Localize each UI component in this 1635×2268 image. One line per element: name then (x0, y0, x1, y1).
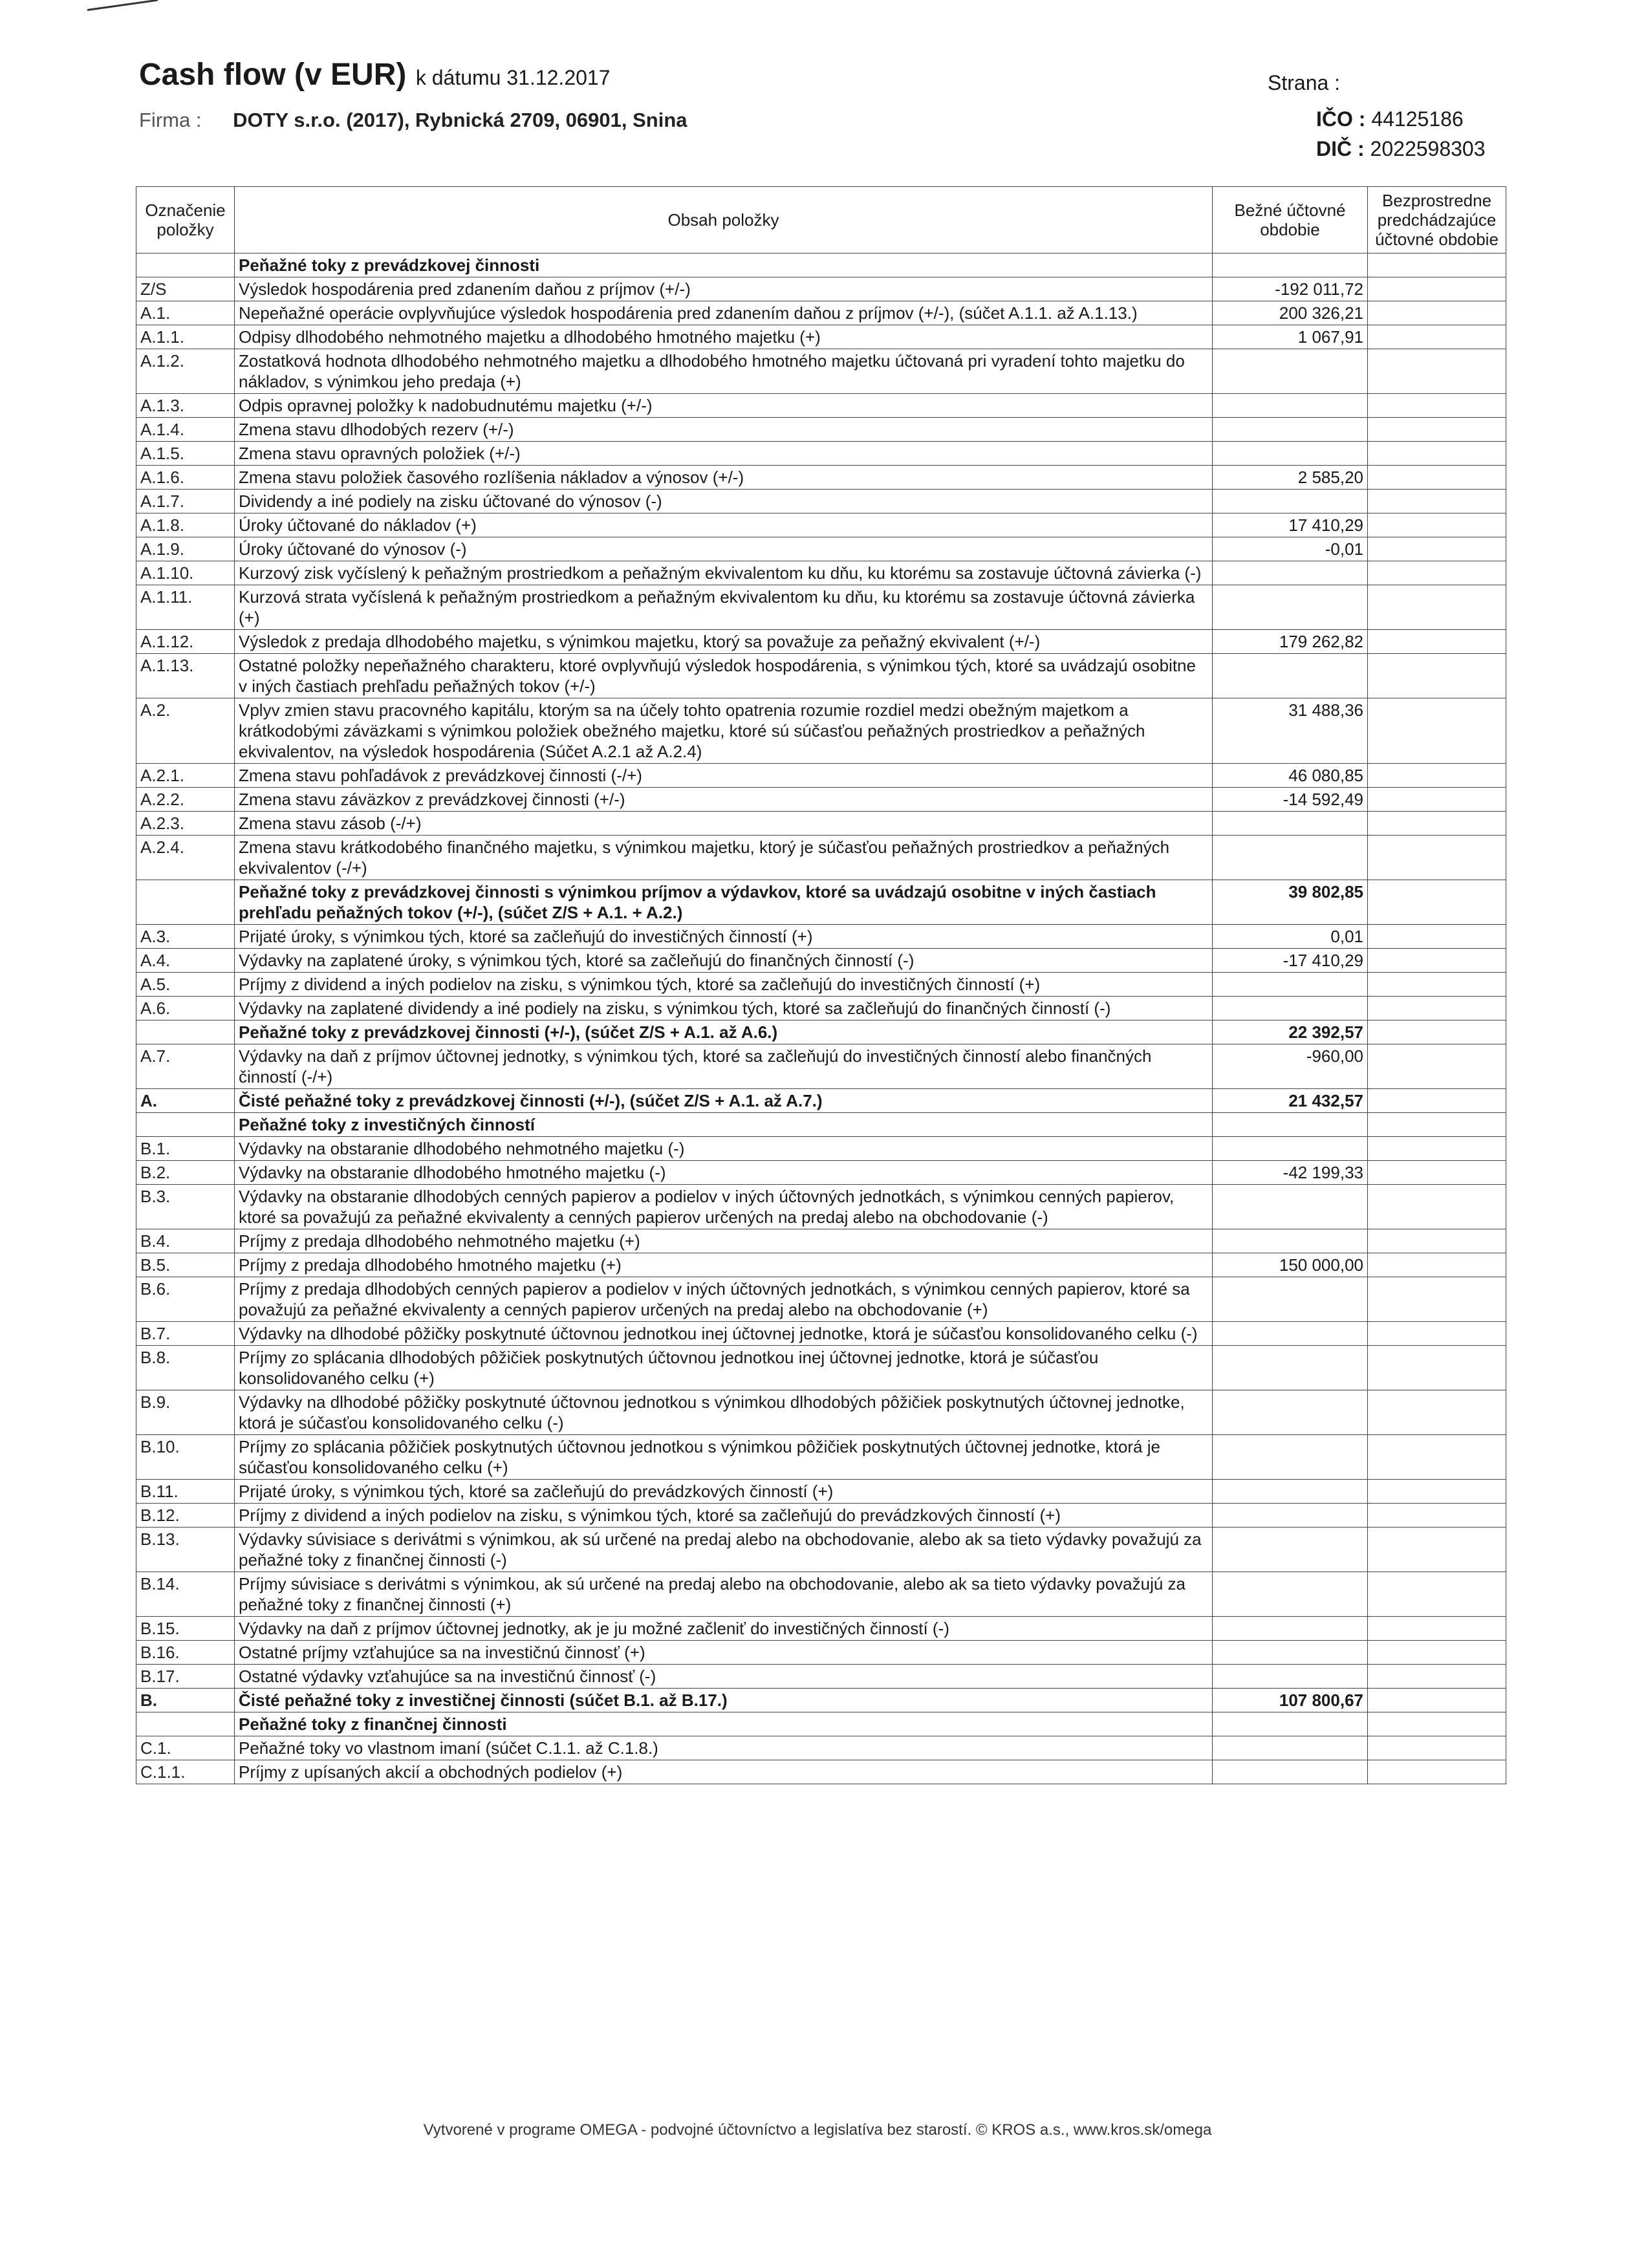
row-current-value: 22 392,57 (1213, 1021, 1368, 1044)
row-previous-value (1368, 277, 1506, 301)
decorative-stroke (87, 0, 158, 11)
row-previous-value (1368, 1185, 1506, 1229)
row-code: A.1.5. (136, 442, 235, 466)
row-current-value (1213, 349, 1368, 394)
row-text: Výdavky na daň z príjmov účtovnej jednotky, ak je ju možné začleniť do investičných činností (-) (235, 1617, 1213, 1641)
row-text: Nepeňažné operácie ovplyvňujúce výsledok hospodárenia pred zdanením daňou z príjmov (+/-), (súčet A.1.1. až A.1.13.) (235, 301, 1213, 325)
row-code: B.3. (136, 1185, 235, 1229)
table-row (136, 764, 1506, 788)
row-code: C.1.1. (136, 1760, 235, 1784)
table-row (136, 394, 1506, 418)
row-text: Výdavky na zaplatené úroky, s výnimkou tých, ktoré sa začleňujú do finančných činností (-) (235, 949, 1213, 973)
table-row (136, 349, 1506, 394)
row-previous-value (1368, 561, 1506, 585)
row-current-value (1213, 1528, 1368, 1572)
table-row (136, 418, 1506, 442)
row-current-value (1213, 1712, 1368, 1736)
row-previous-value (1368, 1322, 1506, 1346)
row-current-value (1213, 1185, 1368, 1229)
row-current-value (1213, 490, 1368, 513)
row-text: Výdavky na dlhodobé pôžičky poskytnuté účtovnou jednotkou inej účtovnej jednotke, ktorá je súčasťou konsolidovaného celku (-) (235, 1322, 1213, 1346)
row-text: Kurzová strata vyčíslená k peňažným prostriedkom a peňažným ekvivalentom ku dňu, ku ktorému sa zostavuje účtovná závierka (+) (235, 585, 1213, 630)
table-row (136, 585, 1506, 630)
row-text: Úroky účtované do nákladov (+) (235, 513, 1213, 537)
table-row (136, 1689, 1506, 1712)
row-current-value: 39 802,85 (1213, 880, 1368, 925)
row-current-value (1213, 1229, 1368, 1253)
table-row (136, 1665, 1506, 1689)
row-code (136, 1113, 235, 1137)
ico-value: 44125186 (1371, 107, 1464, 131)
table-row (136, 1185, 1506, 1229)
table-row (136, 1113, 1506, 1137)
row-text: Príjmy z upísaných akcií a obchodných podielov (+) (235, 1760, 1213, 1784)
row-previous-value (1368, 490, 1506, 513)
row-code: A.2.2. (136, 788, 235, 812)
row-code: B.5. (136, 1253, 235, 1277)
table-row (136, 513, 1506, 537)
row-code: B.2. (136, 1161, 235, 1185)
dic-label: DIČ : (1316, 137, 1365, 160)
table-row (136, 1760, 1506, 1784)
company-value: DOTY s.r.o. (2017), Rybnická 2709, 06901, Snina (233, 109, 688, 131)
row-text: Kurzový zisk vyčíslený k peňažným prostriedkom a peňažným ekvivalentom ku dňu, ku ktorému sa zostavuje účtovná závierka (-) (235, 561, 1213, 585)
row-text: Výdavky súvisiace s derivátmi s výnimkou, ak sú určené na predaj alebo na obchodovanie, alebo ak sa tieto výdavky považujú za peňažné toky z finančnej činnosti (-) (235, 1528, 1213, 1572)
row-text: Ostatné výdavky vzťahujúce sa na investičnú činnosť (-) (235, 1665, 1213, 1689)
row-code: B.6. (136, 1277, 235, 1322)
table-row (136, 1044, 1506, 1089)
table-row (136, 301, 1506, 325)
page-number-label: Strana : (1268, 71, 1341, 94)
row-previous-value (1368, 1390, 1506, 1435)
row-text: Odpis opravnej položky k nadobudnutému majetku (+/-) (235, 394, 1213, 418)
table-row (136, 1641, 1506, 1665)
row-text: Zmena stavu dlhodobých rezerv (+/-) (235, 418, 1213, 442)
row-previous-value (1368, 949, 1506, 973)
row-previous-value (1368, 513, 1506, 537)
row-text: Výdavky na obstaranie dlhodobého hmotného majetku (-) (235, 1161, 1213, 1185)
table-row (136, 630, 1506, 654)
table-row (136, 537, 1506, 561)
row-code: C.1. (136, 1736, 235, 1760)
row-text: Príjmy z predaja dlhodobých cenných papierov a podielov v iných účtovných jednotkách, s výnimkou cenných papierov, ktoré sa považujú za peňažné ekvivalenty a cenných papierov určených na predaj alebo na obchodovanie (+) (235, 1277, 1213, 1322)
row-current-value (1213, 1665, 1368, 1689)
ico-label: IČO : (1316, 107, 1366, 131)
row-code: A.7. (136, 1044, 235, 1089)
table-row (136, 698, 1506, 764)
row-code: A.6. (136, 997, 235, 1021)
row-text: Prijaté úroky, s výnimkou tých, ktoré sa začleňujú do prevádzkových činností (+) (235, 1480, 1213, 1504)
table-row (136, 1528, 1506, 1572)
row-text: Zmena stavu záväzkov z prevádzkovej činnosti (+/-) (235, 788, 1213, 812)
dic-line (1316, 137, 1486, 161)
row-current-value: -960,00 (1213, 1044, 1368, 1089)
row-text: Dividendy a iné podiely na zisku účtované do výnosov (-) (235, 490, 1213, 513)
row-current-value (1213, 1572, 1368, 1617)
row-text: Výdavky na obstaranie dlhodobých cenných papierov a podielov v iných účtovných jednotkách, s výnimkou cenných papierov, ktoré sa považujú za peňažné ekvivalenty a cenných papierov určených na predaj alebo na obchodovanie (-) (235, 1185, 1213, 1229)
page-title (139, 57, 611, 92)
row-current-value: 1 067,91 (1213, 325, 1368, 349)
row-text: Výsledok z predaja dlhodobého majetku, s výnimkou majetku, ktorý sa považuje za peňažný ekvivalent (+/-) (235, 630, 1213, 654)
row-code: A.1.13. (136, 654, 235, 698)
header-code: Označenie položky (136, 187, 235, 254)
row-current-value (1213, 812, 1368, 836)
header-previous-period: Bezprostredne predchádzajúce účtovné obdobie (1368, 187, 1506, 254)
table-row (136, 1712, 1506, 1736)
row-code: B.11. (136, 1480, 235, 1504)
row-previous-value (1368, 1641, 1506, 1665)
row-current-value (1213, 654, 1368, 698)
company-label: Firma : (139, 109, 202, 131)
table-row (136, 490, 1506, 513)
row-current-value (1213, 973, 1368, 997)
table-row (136, 654, 1506, 698)
row-code: A.2.4. (136, 836, 235, 880)
row-current-value (1213, 1435, 1368, 1480)
row-text: Príjmy zo splácania pôžičiek poskytnutých účtovnou jednotkou s výnimkou pôžičiek poskytnutých účtovnej jednotke, ktorá je súčasťou konsolidovaného celku (+) (235, 1435, 1213, 1480)
row-previous-value (1368, 1480, 1506, 1504)
table-row (136, 925, 1506, 949)
row-current-value (1213, 561, 1368, 585)
row-previous-value (1368, 1665, 1506, 1689)
row-code: A.1.11. (136, 585, 235, 630)
row-text: Peňažné toky z prevádzkovej činnosti (+/-), (súčet Z/S + A.1. až A.6.) (235, 1021, 1213, 1044)
row-code: A.4. (136, 949, 235, 973)
row-text: Vplyv zmien stavu pracovného kapitálu, ktorým sa na účely tohto opatrenia rozumie rozdiel medzi obežným majetkom a krátkodobými záväzkami s výnimkou položiek obežného majetku, ktoré sú súčasťou peňažných prostriedkov a peňažných ekvivalentov, na výsledok hospodárenia (Súčet A.2.1 až A.2.4) (235, 698, 1213, 764)
table-row (136, 812, 1506, 836)
row-code: A.2. (136, 698, 235, 764)
title-date: k dátumu 31.12.2017 (415, 66, 611, 89)
row-current-value (1213, 1113, 1368, 1137)
table-row (136, 1504, 1506, 1528)
table-row (136, 561, 1506, 585)
row-code: A.1. (136, 301, 235, 325)
row-previous-value (1368, 1021, 1506, 1044)
row-current-value (1213, 1390, 1368, 1435)
row-code: B.17. (136, 1665, 235, 1689)
row-text: Odpisy dlhodobého nehmotného majetku a dlhodobého hmotného majetku (+) (235, 325, 1213, 349)
row-text: Výdavky na daň z príjmov účtovnej jednotky, s výnimkou tých, ktoré sa začleňujú do investičných činností alebo finančných činností (-/+) (235, 1044, 1213, 1089)
row-previous-value (1368, 1089, 1506, 1113)
row-previous-value (1368, 1044, 1506, 1089)
cash-flow-table (136, 186, 1506, 1784)
row-code: B.12. (136, 1504, 235, 1528)
row-text: Zmena stavu pohľadávok z prevádzkovej činnosti (-/+) (235, 764, 1213, 788)
table-row (136, 1137, 1506, 1161)
row-previous-value (1368, 1689, 1506, 1712)
row-text: Ostatné položky nepeňažného charakteru, ktoré ovplyvňujú výsledok hospodárenia, s výnimkou tých, ktoré sa uvádzajú osobitne v iných častiach prehľadu peňažných tokov (+/-) (235, 654, 1213, 698)
row-text: Príjmy zo splácania dlhodobých pôžičiek poskytnutých účtovnou jednotkou inej účtovnej jednotke, ktorá je súčasťou konsolidovaného celku (+) (235, 1346, 1213, 1390)
row-current-value: 200 326,21 (1213, 301, 1368, 325)
row-text: Zmena stavu položiek časového rozlíšenia nákladov a výnosov (+/-) (235, 466, 1213, 490)
row-code: B. (136, 1689, 235, 1712)
row-text: Zmena stavu krátkodobého finančného majetku, s výnimkou majetku, ktorý je súčasťou peňažných prostriedkov a peňažných ekvivalentov (-/+) (235, 836, 1213, 880)
row-text: Príjmy z predaja dlhodobého hmotného majetku (+) (235, 1253, 1213, 1277)
row-text: Ostatné príjmy vzťahujúce sa na investičnú činnosť (+) (235, 1641, 1213, 1665)
row-current-value: -192 011,72 (1213, 277, 1368, 301)
row-text: Peňažné toky z finančnej činnosti (235, 1712, 1213, 1736)
table-row (136, 254, 1506, 277)
table-row (136, 1021, 1506, 1044)
row-current-value: 46 080,85 (1213, 764, 1368, 788)
row-previous-value (1368, 325, 1506, 349)
row-current-value (1213, 1137, 1368, 1161)
table-row (136, 1277, 1506, 1322)
row-code: A.1.6. (136, 466, 235, 490)
table-body (136, 254, 1506, 1784)
row-code: B.10. (136, 1435, 235, 1480)
row-previous-value (1368, 349, 1506, 394)
row-previous-value (1368, 997, 1506, 1021)
row-code (136, 1712, 235, 1736)
header-current-period: Bežné účtovné obdobie (1213, 187, 1368, 254)
row-current-value: -14 592,49 (1213, 788, 1368, 812)
table-row (136, 973, 1506, 997)
row-text: Čisté peňažné toky z investičnej činnosti (súčet B.1. až B.17.) (235, 1689, 1213, 1712)
row-previous-value (1368, 1736, 1506, 1760)
table-row (136, 325, 1506, 349)
table-row (136, 1089, 1506, 1113)
row-text: Príjmy z dividend a iných podielov na zisku, s výnimkou tých, ktoré sa začleňujú do investičných činností (+) (235, 973, 1213, 997)
row-text: Zmena stavu opravných položiek (+/-) (235, 442, 1213, 466)
row-current-value (1213, 836, 1368, 880)
row-current-value (1213, 1617, 1368, 1641)
row-code: B.7. (136, 1322, 235, 1346)
row-code: B.9. (136, 1390, 235, 1435)
title-main: Cash flow (v EUR) (139, 58, 407, 92)
table-row (136, 1390, 1506, 1435)
row-current-value: -0,01 (1213, 537, 1368, 561)
row-previous-value (1368, 1617, 1506, 1641)
row-current-value: 17 410,29 (1213, 513, 1368, 537)
row-text: Prijaté úroky, s výnimkou tých, ktoré sa začleňujú do investičných činností (+) (235, 925, 1213, 949)
row-previous-value (1368, 654, 1506, 698)
table-row (136, 442, 1506, 466)
row-previous-value (1368, 1346, 1506, 1390)
row-previous-value (1368, 254, 1506, 277)
row-code: A.2.3. (136, 812, 235, 836)
row-current-value (1213, 1504, 1368, 1528)
table-row (136, 1346, 1506, 1390)
dic-value: 2022598303 (1370, 137, 1486, 160)
ico-line (1316, 107, 1464, 131)
row-previous-value (1368, 973, 1506, 997)
row-text: Úroky účtované do výnosov (-) (235, 537, 1213, 561)
row-current-value: 2 585,20 (1213, 466, 1368, 490)
row-previous-value (1368, 537, 1506, 561)
row-text: Príjmy súvisiace s derivátmi s výnimkou, ak sú určené na predaj alebo na obchodovanie, alebo ak sa tieto výdavky považujú za peňažné toky z finančnej činnosti (+) (235, 1572, 1213, 1617)
table-row (136, 1161, 1506, 1185)
row-previous-value (1368, 812, 1506, 836)
row-text: Výdavky na obstaranie dlhodobého nehmotného majetku (-) (235, 1137, 1213, 1161)
row-code: A.1.9. (136, 537, 235, 561)
row-previous-value (1368, 1760, 1506, 1784)
row-current-value (1213, 254, 1368, 277)
row-previous-value (1368, 1229, 1506, 1253)
row-previous-value (1368, 698, 1506, 764)
table-row (136, 1480, 1506, 1504)
row-current-value (1213, 418, 1368, 442)
row-code: Z/S (136, 277, 235, 301)
row-current-value (1213, 585, 1368, 630)
row-code: B.4. (136, 1229, 235, 1253)
row-code: B.8. (136, 1346, 235, 1390)
row-previous-value (1368, 1528, 1506, 1572)
row-current-value (1213, 1760, 1368, 1784)
row-text: Peňažné toky z prevádzkovej činnosti s výnimkou príjmov a výdavkov, ktoré sa uvádzajú osobitne v iných častiach prehľadu peňažných tokov (+/-), (súčet Z/S + A.1. + A.2.) (235, 880, 1213, 925)
row-current-value (1213, 442, 1368, 466)
table-row (136, 1253, 1506, 1277)
table-row (136, 997, 1506, 1021)
row-code: A.2.1. (136, 764, 235, 788)
row-previous-value (1368, 788, 1506, 812)
table-row (136, 880, 1506, 925)
table-row (136, 1617, 1506, 1641)
row-current-value: 107 800,67 (1213, 1689, 1368, 1712)
table-row (136, 949, 1506, 973)
row-code: A.1.8. (136, 513, 235, 537)
row-previous-value (1368, 442, 1506, 466)
row-text: Výsledok hospodárenia pred zdanením daňou z príjmov (+/-) (235, 277, 1213, 301)
row-text: Zostatková hodnota dlhodobého nehmotného majetku a dlhodobého hmotného majetku účtovaná pri vyradení tohto majetku do nákladov, s výnimkou jeho predaja (+) (235, 349, 1213, 394)
row-code: B.1. (136, 1137, 235, 1161)
header-content: Obsah položky (235, 187, 1213, 254)
row-previous-value (1368, 1712, 1506, 1736)
row-code: B.16. (136, 1641, 235, 1665)
row-current-value: -42 199,33 (1213, 1161, 1368, 1185)
row-previous-value (1368, 394, 1506, 418)
row-current-value (1213, 997, 1368, 1021)
row-text: Výdavky na zaplatené dividendy a iné podiely na zisku, s výnimkou tých, ktoré sa začleňujú do finančných činností (-) (235, 997, 1213, 1021)
row-code: A.5. (136, 973, 235, 997)
row-code: A.1.4. (136, 418, 235, 442)
row-current-value: 31 488,36 (1213, 698, 1368, 764)
row-text: Výdavky na dlhodobé pôžičky poskytnuté účtovnou jednotkou s výnimkou dlhodobých pôžičiek poskytnutých účtovnej jednotke, ktorá je súčasťou konsolidovaného celku (-) (235, 1390, 1213, 1435)
row-code: A.1.1. (136, 325, 235, 349)
row-previous-value (1368, 1161, 1506, 1185)
row-current-value (1213, 1322, 1368, 1346)
row-code: A. (136, 1089, 235, 1113)
row-previous-value (1368, 1253, 1506, 1277)
row-current-value (1213, 1277, 1368, 1322)
row-previous-value (1368, 1137, 1506, 1161)
footer-note: Vytvorené v programe OMEGA - podvojné účtovníctvo a legislatíva bez starostí. © KROS a.s., www.kros.sk/omega (423, 2121, 1212, 2139)
row-code: B.15. (136, 1617, 235, 1641)
row-previous-value (1368, 764, 1506, 788)
table-row (136, 836, 1506, 880)
row-current-value: 21 432,57 (1213, 1089, 1368, 1113)
row-code: B.13. (136, 1528, 235, 1572)
table-row (136, 788, 1506, 812)
row-previous-value (1368, 836, 1506, 880)
table-row (136, 277, 1506, 301)
row-previous-value (1368, 925, 1506, 949)
row-previous-value (1368, 880, 1506, 925)
row-previous-value (1368, 1113, 1506, 1137)
table-row (136, 1435, 1506, 1480)
row-code: A.1.2. (136, 349, 235, 394)
row-previous-value (1368, 466, 1506, 490)
row-text: Čisté peňažné toky z prevádzkovej činnosti (+/-), (súčet Z/S + A.1. až A.7.) (235, 1089, 1213, 1113)
row-previous-value (1368, 1435, 1506, 1480)
row-text: Príjmy z dividend a iných podielov na zisku, s výnimkou tých, ktoré sa začleňujú do prevádzkových činností (+) (235, 1504, 1213, 1528)
row-current-value (1213, 1641, 1368, 1665)
row-previous-value (1368, 1572, 1506, 1617)
row-code: A.1.10. (136, 561, 235, 585)
row-code: A.1.7. (136, 490, 235, 513)
row-code: A.3. (136, 925, 235, 949)
row-previous-value (1368, 1504, 1506, 1528)
company-line (139, 109, 688, 132)
row-current-value (1213, 1346, 1368, 1390)
row-text: Peňažné toky vo vlastnom imaní (súčet C.1.1. až C.1.8.) (235, 1736, 1213, 1760)
row-text: Peňažné toky z investičných činností (235, 1113, 1213, 1137)
row-current-value (1213, 1736, 1368, 1760)
row-current-value: 179 262,82 (1213, 630, 1368, 654)
row-previous-value (1368, 585, 1506, 630)
row-text: Peňažné toky z prevádzkovej činnosti (235, 254, 1213, 277)
row-code: B.14. (136, 1572, 235, 1617)
row-text: Príjmy z predaja dlhodobého nehmotného majetku (+) (235, 1229, 1213, 1253)
row-previous-value (1368, 418, 1506, 442)
table-row (136, 1229, 1506, 1253)
row-previous-value (1368, 301, 1506, 325)
row-code (136, 254, 235, 277)
row-current-value: 0,01 (1213, 925, 1368, 949)
row-current-value: 150 000,00 (1213, 1253, 1368, 1277)
table-row (136, 1736, 1506, 1760)
row-code: A.1.3. (136, 394, 235, 418)
table-row (136, 1572, 1506, 1617)
row-previous-value (1368, 630, 1506, 654)
row-current-value: -17 410,29 (1213, 949, 1368, 973)
row-text: Zmena stavu zásob (-/+) (235, 812, 1213, 836)
row-code: A.1.12. (136, 630, 235, 654)
table-row (136, 1322, 1506, 1346)
row-current-value (1213, 1480, 1368, 1504)
row-code (136, 880, 235, 925)
table-row (136, 466, 1506, 490)
row-previous-value (1368, 1277, 1506, 1322)
row-code (136, 1021, 235, 1044)
table-header-row (136, 187, 1506, 254)
row-current-value (1213, 394, 1368, 418)
